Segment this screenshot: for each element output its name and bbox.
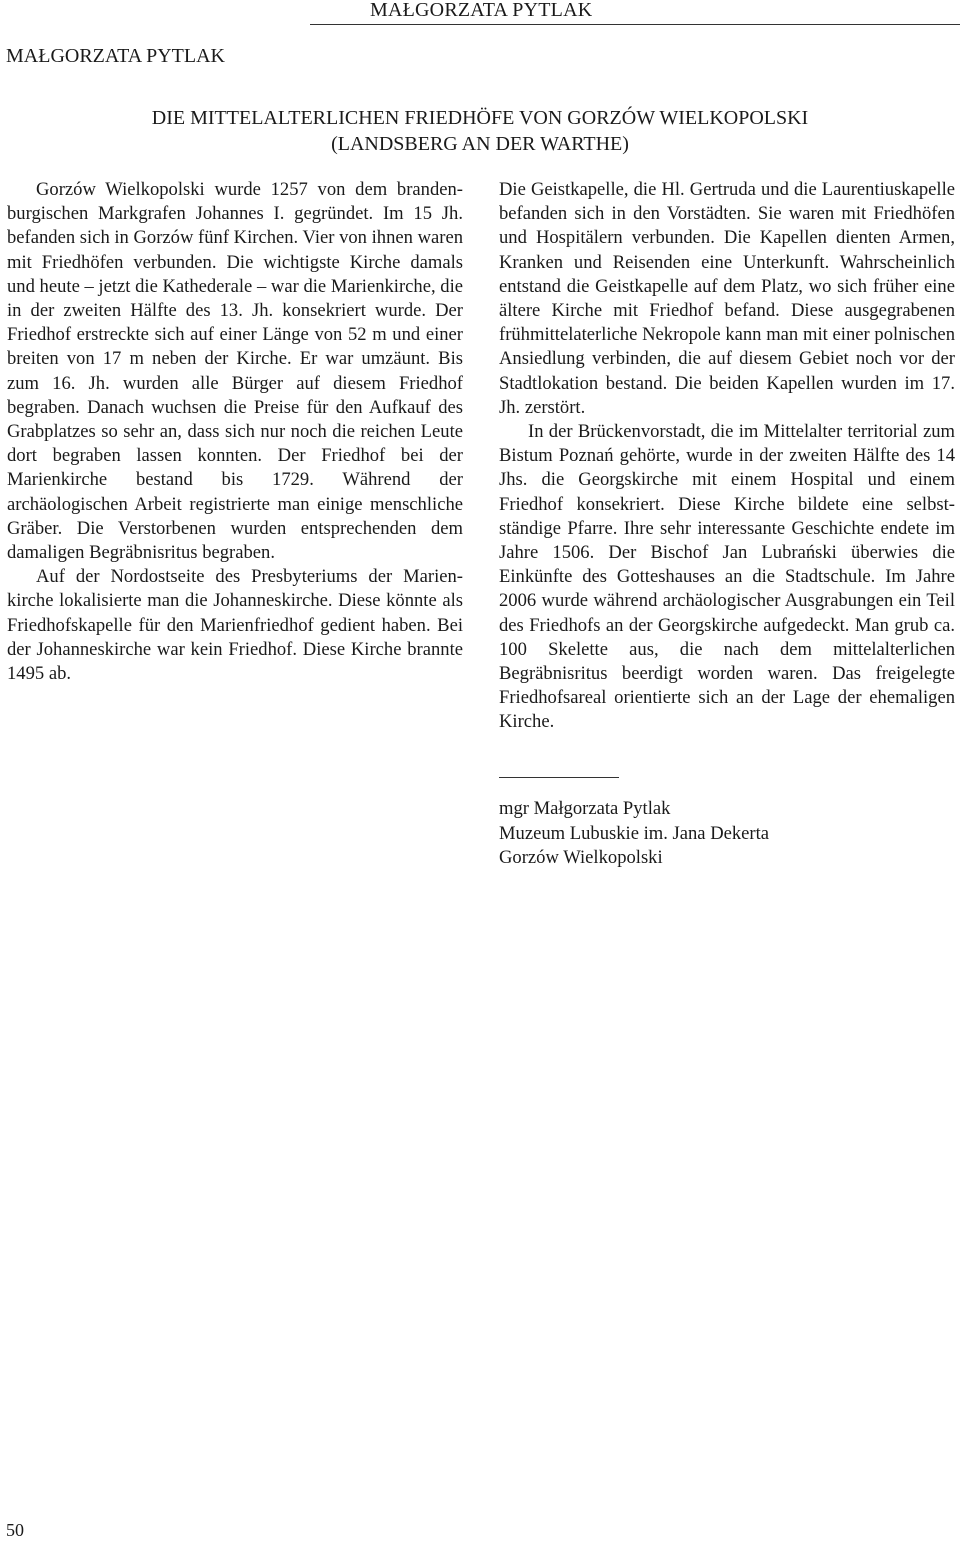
signature-city: Gorzów Wielkopolski [499,847,663,868]
page-number: 50 [6,1520,24,1540]
paragraph: Gorzów Wielkopolski wurde 1257 von dem brandenburgischen Markgrafen Johannes I. gegründet. Im 15 Jh. befanden sich in Gorzów fünf Kirchen. Vier von ihnen waren mit Friedhöfen verbunden. Die wichtigste Kirche damals und heute – jetzt die Kathederale – war die Marienkirche, die in der zweiten Hälfte des 13. Jh. konsekriert wurde. Der Friedhof erstreckte sich auf einer Länge von 52 m und einer breiten von 17 m neben der Kirche. Er war umzäunt. Bis zum 16. Jh. wurden alle Bürger auf diesem Friedhof begraben. Danach wuchsen die Preise für den Aufkauf des Grabplatzes so sehr an, dass sich nur noch die reichen Leute dort begraben lassen konnten. Der Friedhof bei der Marienkirche bestand bis 1729. Während der archäologischen Arbeit registrierte man einige menschliche Gräber. Die Verstorbenen wurden entsprechenden dem damaligen Begräbnisritus begraben. [7,179,464,564]
left-column [7,178,463,686]
running-header-title: MAŁGORZATA PYTLAK [370,0,593,21]
paragraph: Auf der Nordostseite des Presbyteriums der Marienkirche lokalisierte man die Johanneskirche. Diese könnte als Friedhofskapelle für den Marienfriedhof gedient haben. Bei der Johanneskirche war kein Friedhof. Diese Kirche brannte 1495 ab. [7,566,463,685]
article-title-line-1: DIE MITTELALTERLICHEN FRIEDHÖFE VON GORZÓW WIELKOPOLSKI [151,107,809,129]
signature-divider [499,777,619,778]
signature-institution: Muzeum Lubuskie im. Jana Dekerta [499,822,770,844]
author-signature [499,797,769,871]
paragraph: Die Geistkapelle, die Hl. Gertruda und die Laurentiuskapelle befanden sich in den Vorstädten. Sie waren mit Friedhöfen und Hospitälern verbunden. Die Kapellen dienten Armen, Kranken und Reisenden eine Unterkunft. Wahrscheinlich entstand die Geistkapelle auf dem Platz, wo sich früher eine ältere Kirche mit Friedhof befand. Diese ausgegrabenen frühmittelaterliche Nekropole kann man mit einer polnischen Ansiedlung verbinden, die auf diesem Gebiet noch vor der Stadtlokation bestand. Die beiden Kapellen wurden im 17. Jh. zerstört. [499,179,955,418]
author-name: MAŁGORZATA PYTLAK [6,45,225,67]
article-title [0,105,960,157]
paragraph: In der Brückenvorstadt, die im Mittelalter territorial zum Bistum Poznań gehörte, wurde in der zweiten Hälfte des 14 Jhs. die Georgskirche mit einem Hospital und einem Friedhof konsekriert. Diese Kirche bildete eine selbstständige Pfarre. Ihre sehr interessante Geschichte endete im Jahre 1506. Der Bischof Jan Lubrański überwies die Einkünfte des Gotteshauses an die Stadtschule. Im Jahre 2006 wurde während archäologischer Ausgrabungen ein Teil des Friedhofs an der Georgskirche aufgedeckt. Man grub ca. 100 Skelette aus, die nach dem mittelalterlichen Begräbnisritus beerdigt worden waren. Das freigelegte Friedhofsareal orientierte sich an der Lage der ehemaligen Kirche. [499,421,955,733]
article-title-line-2: (LANDSBERG AN DER WARTHE) [331,133,629,155]
running-header [310,0,960,25]
signature-name: mgr Małgorzata Pytlak [499,798,671,819]
right-column [499,178,955,735]
